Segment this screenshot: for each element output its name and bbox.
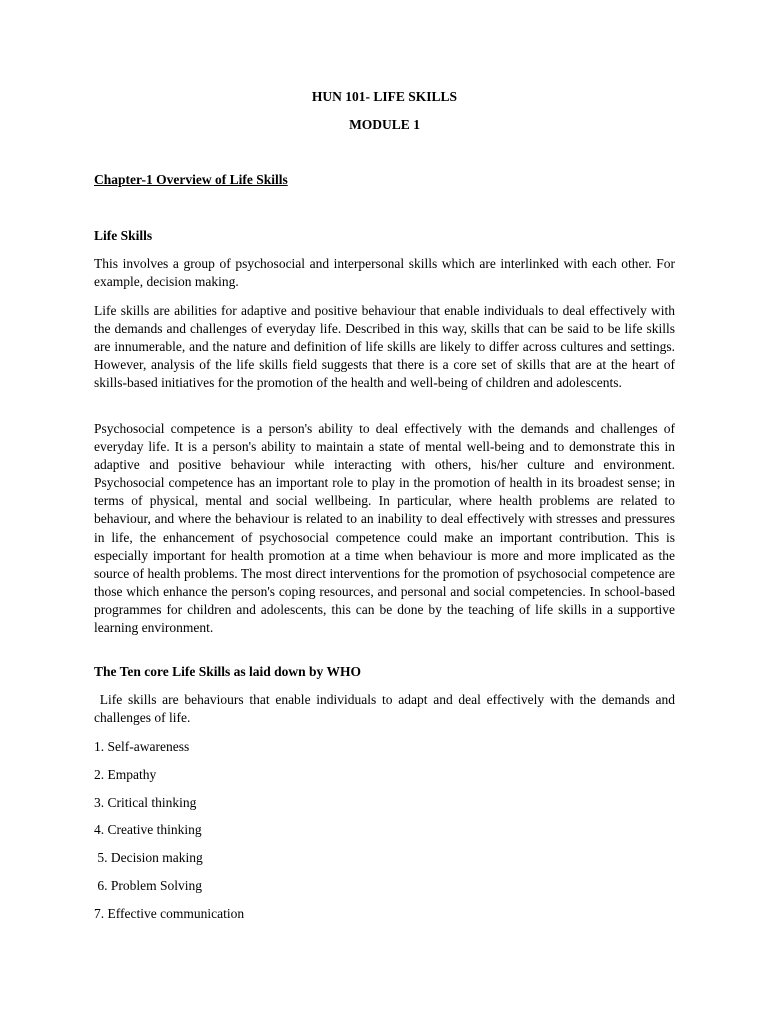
- list-item: 7. Effective communication: [94, 905, 245, 921]
- list-item: 3. Critical thinking: [94, 794, 197, 810]
- list-item: 4. Creative thinking: [94, 822, 202, 838]
- paragraph-psychosocial-competence: Psychosocial competence is a person's ability to deal effectively with the demands and challenges of everyday life. It is a person's ability to maintain a state of mental well-being and to demonstrate this in adaptive and positive behaviour while interacting with others, his/her culture and environment. Psychosocial competence has an important role to play in the promotion of health in its broadest sense; in terms of physical, mental and social wellbeing. In particular, where health problems are related to behaviour, and where the behaviour is related to an inability to deal effectively with stresses and pressures in life, the enhancement of psychosocial competence could make an important contribution. This is especially important for health promotion at a time when behaviour is more and more implicated as the source of health problems. The most direct interventions for the promotion of psychosocial competence are those which enhance the person's coping resources, and personal and social competencies. In school-based programmes for children and adolescents, this can be done by the teaching of life skills in a supportive learning environment.: [94, 421, 675, 636]
- paragraph-core-skills-intro: Life skills are behaviours that enable individuals to adapt and deal effectively with the demands and challenges of life.: [94, 692, 679, 726]
- list-item: 1. Self-awareness: [94, 739, 190, 754]
- paragraph-life-skills-definition: Life skills are abilities for adaptive and positive behaviour that enable individuals to deal effectively with the demands and challenges of everyday life. Described in this way, skills that can be said to be life skills are innumerable, and the nature and definition of life skills are likely to differ across cultures and settings. However, analysis of the life skills field suggests that there is a core set of skills that are at the heart of skills-based initiatives for the promotion of the health and well-being of children and adolescents.: [94, 303, 675, 391]
- module-title: MODULE 1: [349, 117, 420, 132]
- section-title-core-skills: The Ten core Life Skills as laid down by WHO: [94, 664, 361, 679]
- list-item: 2. Empathy: [94, 766, 157, 782]
- chapter-title: Chapter-1 Overview of Life Skills: [94, 172, 288, 187]
- course-title: HUN 101- LIFE SKILLS: [311, 89, 458, 104]
- list-item: 6. Problem Solving: [94, 877, 203, 893]
- paragraph-intro: This involves a group of psychosocial and interpersonal skills which are interlinked with each other. For example, decision making.: [94, 256, 675, 290]
- list-item: 5. Decision making: [94, 850, 203, 866]
- section-title-life-skills: Life Skills: [94, 228, 153, 243]
- core-skills-list: [94, 738, 244, 933]
